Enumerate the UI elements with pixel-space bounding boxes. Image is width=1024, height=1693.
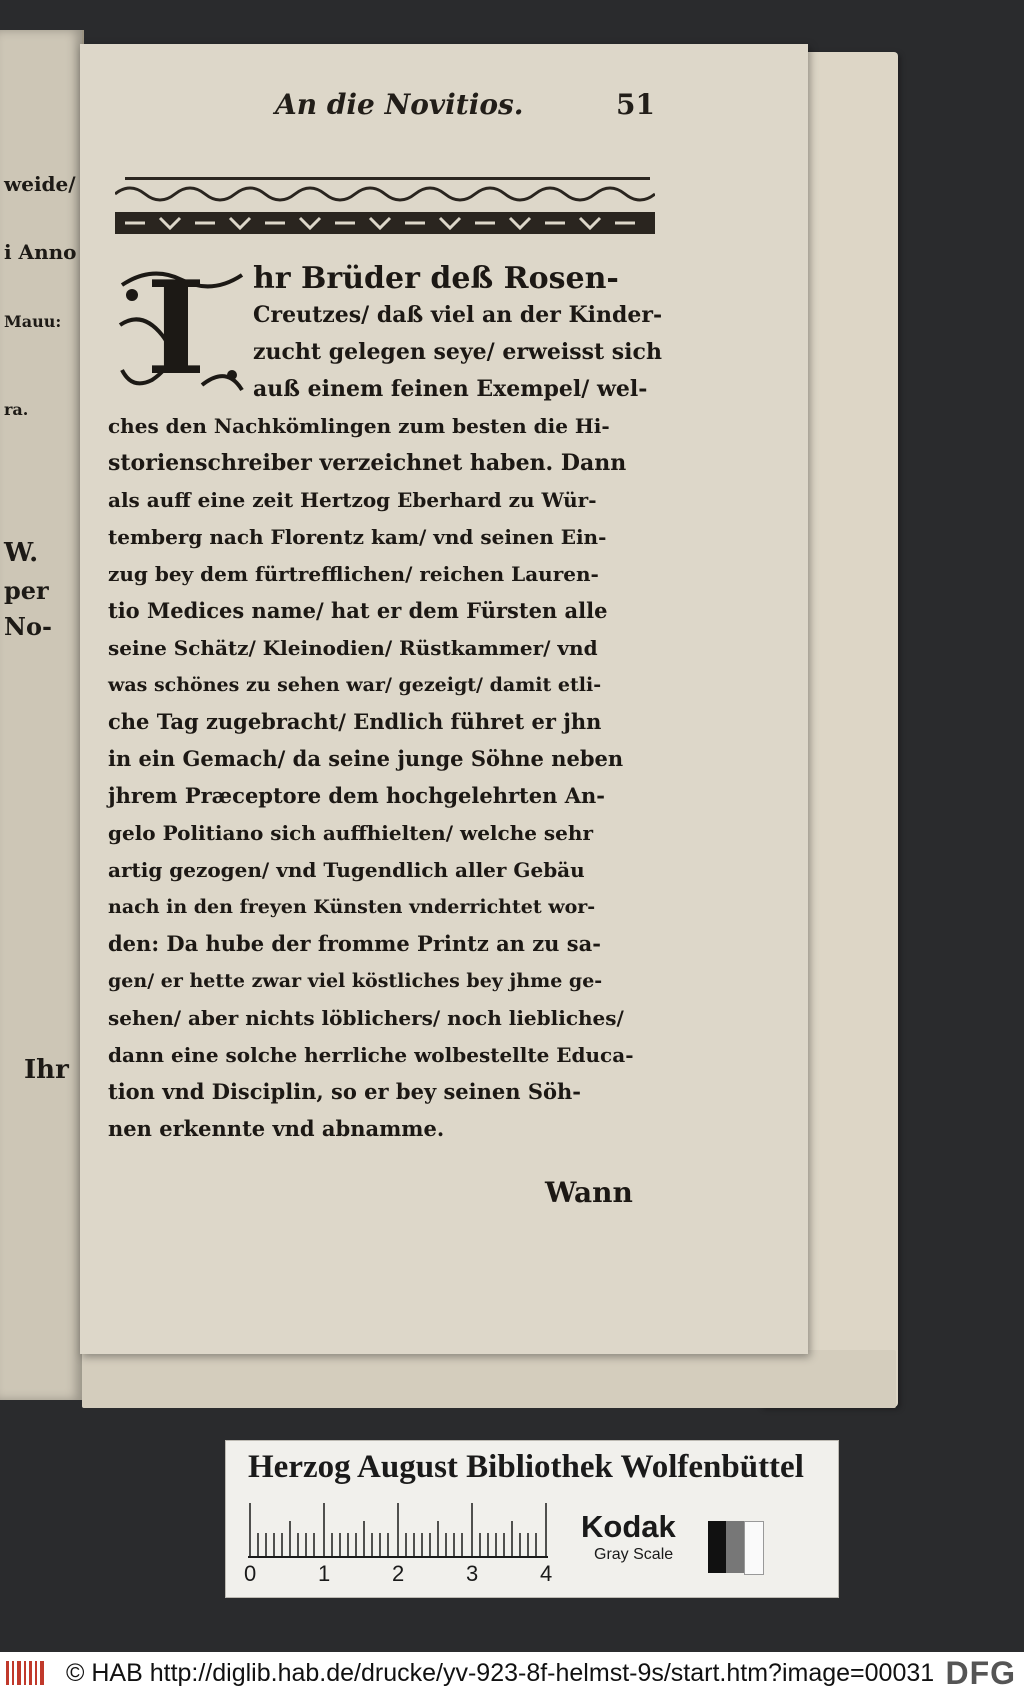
text-line: gen/ er hette zwar viel köstliches bey jhme ge- <box>108 970 603 992</box>
ruler-digit: 0 <box>244 1561 257 1586</box>
ruler-digit: 1 <box>318 1561 331 1586</box>
text-line: jhrem Præceptore dem hochgelehrten An- <box>108 783 605 808</box>
decorated-initial <box>112 254 252 404</box>
gray-swatch-mid <box>726 1521 744 1573</box>
text-line: ches den Nachkömlingen zum besten die Hi- <box>108 414 610 438</box>
text-line: gelo Politiano sich auffhielten/ welche sehr <box>108 821 593 845</box>
text-line: auß einem feinen Exempel/ wel- <box>253 376 648 402</box>
text-line: nach in den freyen Künsten vnderrichtet wor- <box>108 896 596 918</box>
left-fragment: Ihr <box>24 1055 69 1085</box>
text-line: was schönes zu sehen war/ gezeigt/ damit etli- <box>108 674 602 696</box>
page-bottom-edge <box>82 1350 896 1408</box>
text-line: den: Da hube der fromme Printz an zu sa- <box>108 931 601 956</box>
ruler <box>244 1503 568 1586</box>
kodak-logo: Kodak <box>581 1509 676 1544</box>
page-number: 51 <box>616 88 655 121</box>
text-line: nen erkennte vnd abnamme. <box>108 1116 445 1141</box>
text-line: temberg nach Florentz kam/ vnd seinen Ein- <box>108 525 607 549</box>
left-fragment: weide/ <box>4 172 76 196</box>
catchword: Wann <box>545 1176 633 1209</box>
source-url[interactable]: © HAB http://diglib.hab.de/drucke/yv-923-8f-helmst-9s/start.htm?image=00031 <box>66 1659 935 1687</box>
text-line: che Tag zugebracht/ Endlich führet er jhn <box>108 709 602 734</box>
text-line: tio Medices name/ hat er dem Fürsten alle <box>108 598 608 623</box>
hab-barcode-icon <box>6 1659 48 1687</box>
text-line: in ein Gemach/ da seine junge Söhne neben <box>108 746 624 771</box>
text-line: hr Brüder deß Rosen- <box>253 261 619 296</box>
left-fragment: No- <box>4 612 52 641</box>
running-title: An die Novitios. <box>275 88 524 121</box>
text-line: sehen/ aber nichts löblichers/ noch liebliches/ <box>108 1006 624 1030</box>
ruler-ticks-icon <box>248 1503 568 1559</box>
institution-name: Herzog August Bibliothek Wolfenbüttel <box>248 1449 804 1485</box>
ruler-digit: 4 <box>540 1561 553 1586</box>
text-line: als auff eine zeit Hertzog Eberhard zu Wür- <box>108 488 597 512</box>
left-fragment: ra. <box>4 400 29 419</box>
text-line: artig gezogen/ vnd Tugendlich aller Gebäu <box>108 858 585 882</box>
ornament-band <box>115 182 655 240</box>
footer-bar <box>0 1652 1024 1693</box>
text-line: dann eine solche herrliche wolbestellte Educa- <box>108 1043 634 1067</box>
left-fragment: Mauu: <box>4 312 62 331</box>
header-rule <box>125 177 650 180</box>
text-line: zucht gelegen seye/ erweisst sich <box>253 339 662 365</box>
color-reference-card <box>225 1440 839 1598</box>
dfg-logo: DFG <box>945 1655 1016 1691</box>
running-head <box>195 88 655 128</box>
left-fragment: i Anno <box>4 240 77 264</box>
previous-page-edge <box>0 30 84 1400</box>
text-line: zug bey dem fürtrefflichen/ reichen Lauren- <box>108 562 599 586</box>
gray-swatch-white <box>744 1521 764 1575</box>
gray-scale-label: Gray Scale <box>594 1546 674 1563</box>
text-line: seine Schätz/ Kleinodien/ Rüstkammer/ vnd <box>108 636 598 660</box>
left-fragment: W. <box>4 538 39 568</box>
text-line: Creutzes/ daß viel an der Kinder- <box>253 302 663 328</box>
ruler-digit: 3 <box>466 1561 479 1586</box>
initial-letter: I <box>146 254 206 404</box>
gray-swatch-black <box>708 1521 726 1573</box>
text-line: tion vnd Disciplin, so er bey seinen Söh- <box>108 1079 581 1104</box>
left-fragment: per <box>4 576 49 605</box>
text-line: storienschreiber verzeichnet haben. Dann <box>108 450 627 476</box>
ruler-digit: 2 <box>392 1561 405 1586</box>
